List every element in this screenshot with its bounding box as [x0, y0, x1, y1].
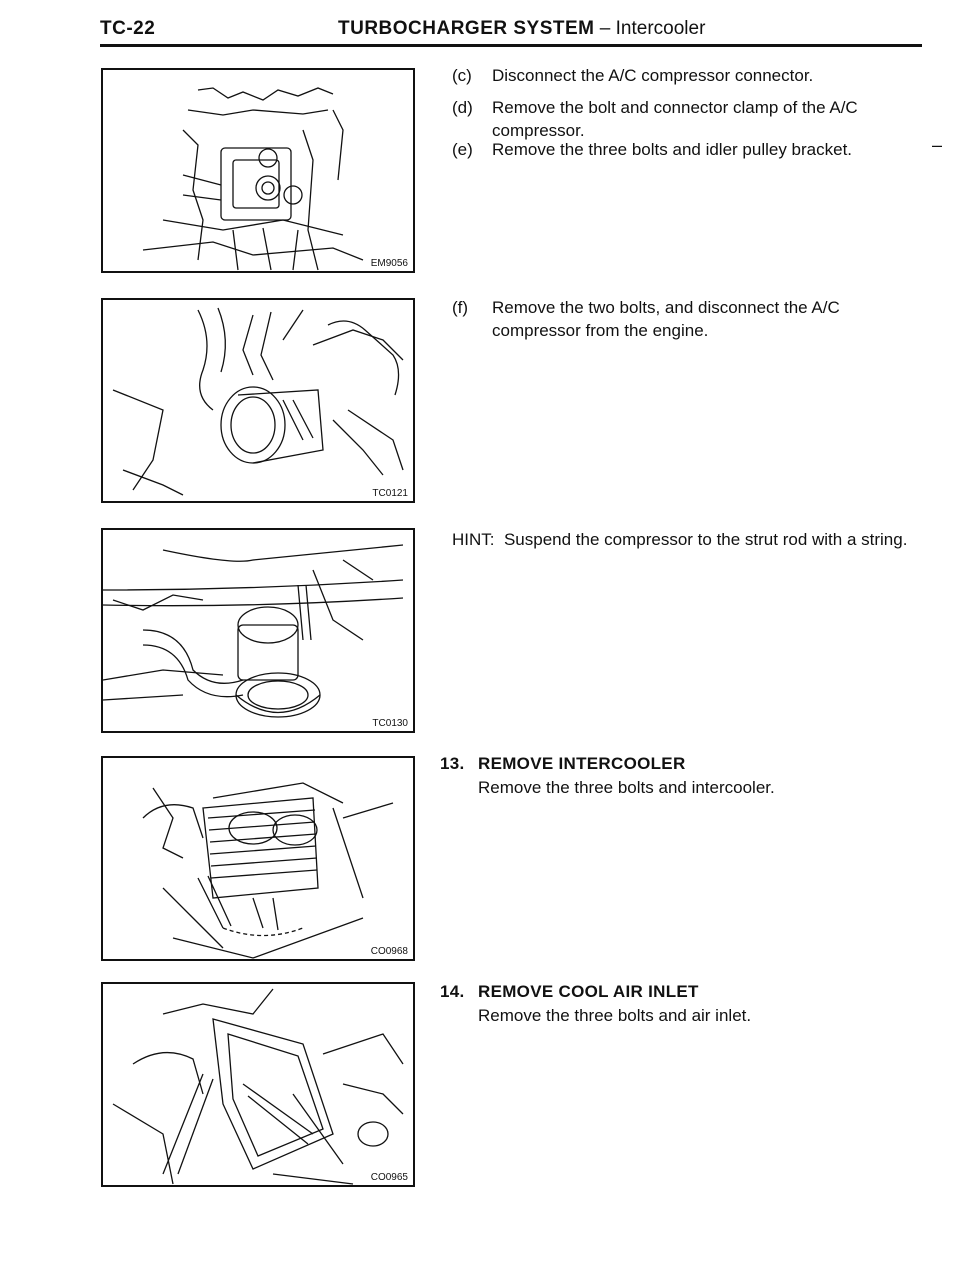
figure-intercooler	[101, 756, 415, 961]
header-rule	[100, 44, 922, 47]
step-f	[452, 296, 922, 344]
figure-compressor-connector	[101, 68, 415, 273]
section-13-number: 13.	[440, 754, 465, 773]
hint-label: HINT:	[452, 530, 495, 549]
figure-code: CO0968	[370, 946, 408, 957]
section-14-title: REMOVE COOL AIR INLET	[478, 982, 699, 1001]
step-d-text: Remove the bolt and connector clamp of the A/C compressor.	[492, 98, 858, 140]
hint-text: Suspend the compressor to the strut rod with a string.	[503, 530, 908, 549]
figure-code: EM9056	[370, 258, 408, 269]
step-e-text: Remove the three bolts and idler pulley bracket.	[492, 140, 853, 159]
step-e	[452, 138, 922, 162]
step-d	[452, 96, 922, 144]
illustration-compressor-connector	[103, 70, 415, 273]
section-13-text: Remove the three bolts and intercooler.	[478, 778, 775, 797]
illustration-compressor-suspended	[103, 530, 415, 733]
figure-compressor-removal	[101, 298, 415, 503]
figure-code: TC0130	[372, 718, 408, 729]
section-13-title: REMOVE INTERCOOLER	[478, 754, 686, 773]
section-14	[440, 980, 920, 1030]
section-title	[338, 18, 705, 40]
section-14-number: 14.	[440, 982, 465, 1001]
margin-mark: –	[932, 135, 943, 155]
step-e-label: (e)	[452, 140, 473, 159]
step-f-label: (f)	[452, 298, 469, 317]
section-13	[440, 752, 920, 802]
figure-code: CO0965	[370, 1172, 408, 1183]
illustration-compressor-removal	[103, 300, 415, 503]
figure-cool-air-inlet	[101, 982, 415, 1187]
step-c-text: Disconnect the A/C compressor connector.	[492, 66, 814, 85]
hint-note	[452, 528, 922, 551]
step-d-label: (d)	[452, 98, 473, 117]
section-14-text: Remove the three bolts and air inlet.	[478, 1006, 752, 1025]
step-c	[452, 64, 922, 88]
step-c-label: (c)	[452, 66, 472, 85]
page-number: TC-22	[100, 18, 156, 39]
illustration-intercooler	[103, 758, 415, 961]
section-title-sub: – Intercooler	[594, 18, 706, 39]
section-title-main: TURBOCHARGER SYSTEM	[338, 18, 595, 39]
step-f-text: Remove the two bolts, and disconnect the A/C compressor from the engine.	[492, 298, 840, 340]
illustration-cool-air-inlet	[103, 984, 415, 1187]
figure-compressor-suspended	[101, 528, 415, 733]
figure-code: TC0121	[372, 488, 408, 499]
